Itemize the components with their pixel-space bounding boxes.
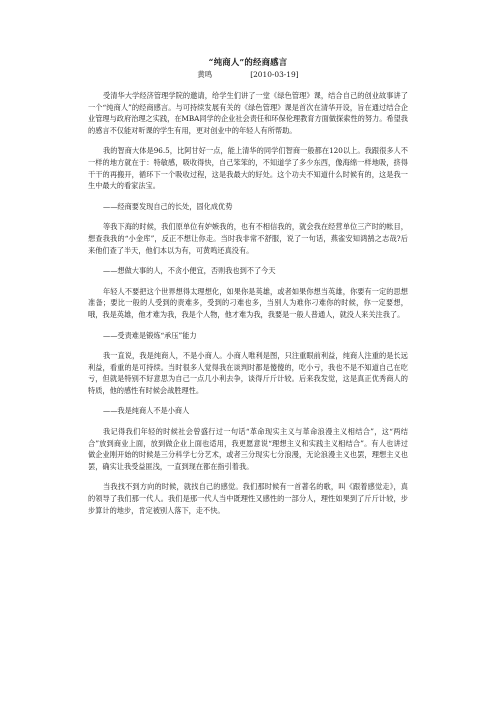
body-paragraph: 年轻人不要把这个世界想得太理想化，如果你是英雄，或者如果你想当英雄，你要有一定的思想准备；要比一般的人受到的责难多，受到的刁难也多，当别人为难你刁难你的时候，你一定要想，哦，我是英雄，他才难为我，我是个人物，他才难为我，我要是一般人普通人，就没人来关注我了。	[88, 286, 408, 319]
section-heading: ——经商要发现自己的长处，固化成优势	[103, 201, 233, 211]
body-paragraph: 我记得我们年轻的时候社会曾盛行过一句话“革命现实主义与革命浪漫主义相结合”，这“两结合”放到商业上面，放到做企业上面也适用，我更愿意说“理想主义和实践主义相结合”。有人也讲过做企业刚开始的时候是三分科学七分艺术，或者三分现实七分浪漫，无论浪漫主义也罢，理想主义也罢，确实让我受益匪浅，一直到现在都在指引着我。	[88, 427, 408, 471]
byline	[0, 69, 496, 80]
body-paragraph: 当我找不到方向的时候，就找自己的感觉。我们那时候有一首著名的歌，叫《跟着感觉走》，真的领导了我们那一代人。我们是那一代人当中既理性又感性的一部分人，理性如果到了斤斤计较，步步算计的地步，肯定被别人落下，走不快。	[88, 482, 408, 515]
body-paragraph: 我的智商大体是96.5，比阿甘好一点，能上清华的同学们智商一般都在120以上。我跟很多人不一样的地方就在于：特敏感，吸收得快，自己笨笨的，不知道学了多少东西，像海绵一样地吸，挤得干干的再搬开，循环下一个吸收过程，这是我最大的好处。这个功夫不知道什么时候有的，这是我一生中最大的看家法宝。	[88, 146, 408, 191]
body-paragraph: 等我下海的时候，我们原单位有妒嫉我的，也有不相信我的，就会我在经营单位三产时的帐目，想查我我的“小金库”，反正不想让你走。当时我非常不舒服，说了一句话，燕雀安知鸿鹄之志哉?后来他们查了半天，他们本以为有，可黄鸣还真没有。	[88, 222, 408, 255]
body-paragraph: 我一直说，我是纯商人，不是小商人。小商人唯利是图，只注重眼前利益，纯商人注重的是长远利益，看重的是可持续。当时很多人觉得我在谈判时都是傻傻的，吃小亏，我也不是不知道自己在吃亏，但就是特别不好意思为自己一点几小利去争，谈得斤斤计较。后来我发觉，这是真正优秀商人的特质，他的感性有时候会战胜理性。	[88, 351, 408, 395]
page-title: “纯商人”的经商感言	[208, 57, 288, 67]
body-paragraph: 受清华大学经济管理学院的邀请，给学生们讲了一堂《绿色管理》课，结合自己的创业故事讲了一个“纯商人”的经商感言。与可持续发展有关的《绿色管理》课是首次在清华开设，旨在通过结合企业管理与政府治理之实践，在MBA同学的企业社会责任和环保伦理教育方面做探索性的努力。希望我的感言不仅能对听课的学生有用，更对创业中的年轻人有所帮助。	[88, 91, 408, 135]
publish-date: [2010-03-19]	[250, 70, 299, 79]
section-heading: ——受责难是锻炼“承压”能力	[103, 330, 197, 340]
section-heading: ——想做大事的人，不贪小便宜，否则我也到不了今天	[103, 266, 276, 276]
section-heading: ——我是纯商人不是小商人	[103, 406, 190, 416]
author: 黄鸣	[197, 70, 213, 79]
article-body	[88, 90, 408, 525]
